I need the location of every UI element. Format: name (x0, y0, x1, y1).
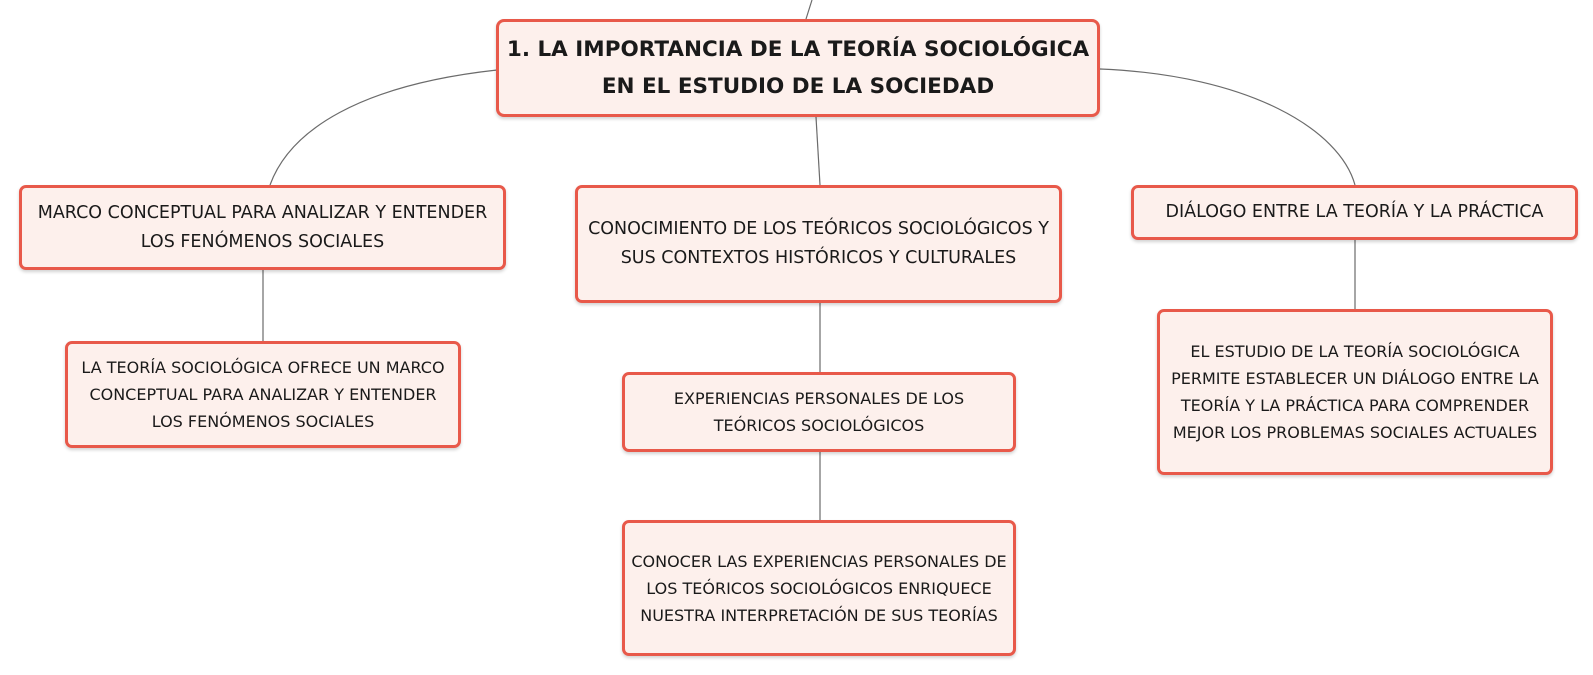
subtopic-teoria-ofrece-marco[interactable] (65, 341, 461, 448)
topic-label: DIÁLOGO ENTRE LA TEORÍA Y LA PRÁCTICA (1165, 202, 1544, 222)
subtopic-estudio-permite-dialogo[interactable] (1157, 309, 1553, 475)
topic-label: MARCO CONCEPTUAL PARA ANALIZAR Y ENTENDER LOS FENÓMENOS SOCIALES (37, 202, 488, 252)
subtopic-label: LA TEORÍA SOCIOLÓGICA OFRECE UN MARCO CONCEPTUAL PARA ANALIZAR Y ENTENDER LOS FENÓMENOS SOCIALES (81, 358, 445, 431)
topic-marco-conceptual[interactable] (19, 185, 506, 270)
root-topic-label: 1. LA IMPORTANCIA DE LA TEORÍA SOCIOLÓGICA EN EL ESTUDIO DE LA SOCIEDAD (506, 37, 1090, 99)
connector-root-to-right-branch (1100, 69, 1355, 185)
topic-label: CONOCIMIENTO DE LOS TEÓRICOS SOCIOLÓGICOS Y SUS CONTEXTOS HISTÓRICOS Y CULTURALES (588, 219, 1049, 268)
subtopic-experiencias-personales[interactable] (622, 372, 1016, 452)
topic-dialogo-teoria-practica[interactable] (1131, 185, 1578, 240)
connector-incoming-root (806, 0, 812, 19)
connector-root-to-middle-branch (816, 117, 820, 185)
connector-root-to-left-branch (270, 70, 497, 185)
root-topic[interactable] (496, 19, 1100, 117)
subtopic-label: EL ESTUDIO DE LA TEORÍA SOCIOLÓGICA PERMITE ESTABLECER UN DIÁLOGO ENTRE LA TEORÍA Y LA PRÁCTICA PARA COMPRENDER MEJOR LOS PROBLEMAS SOCIALES ACTUALES (1171, 342, 1539, 442)
topic-conocimiento-teoricos[interactable] (575, 185, 1062, 303)
subtopic-conocer-experiencias[interactable] (622, 520, 1016, 656)
subtopic-label: CONOCER LAS EXPERIENCIAS PERSONALES DE LOS TEÓRICOS SOCIOLÓGICOS ENRIQUECE NUESTRA INTERPRETACIÓN DE SUS TEORÍAS (631, 551, 1007, 625)
subtopic-label: EXPERIENCIAS PERSONALES DE LOS TEÓRICOS SOCIOLÓGICOS (673, 389, 965, 435)
